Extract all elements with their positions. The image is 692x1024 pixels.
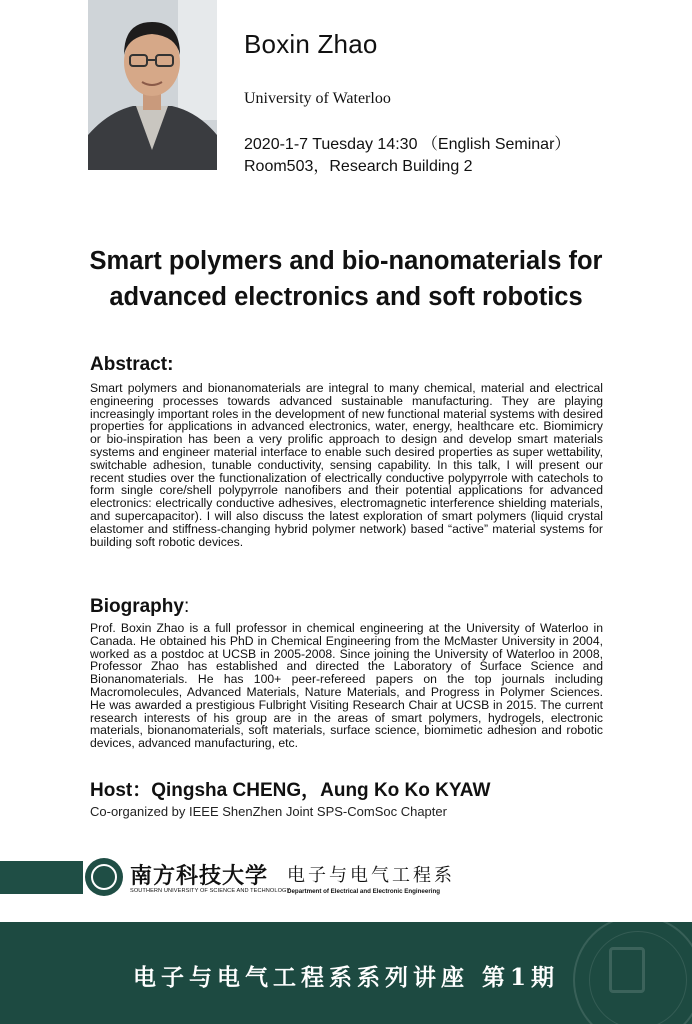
speaker-affiliation: University of Waterloo xyxy=(244,90,391,107)
university-name-en: SOUTHERN UNIVERSITY OF SCIENCE AND TECHNOLOGY xyxy=(130,888,291,894)
speaker-photo xyxy=(88,0,217,170)
abstract-heading: Abstract: xyxy=(90,354,174,375)
university-emblem-icon xyxy=(85,858,123,896)
talk-title-line-1: Smart polymers and bio-nanomaterials for xyxy=(89,247,603,275)
talk-title xyxy=(40,243,652,315)
event-datetime: 2020-1-7 Tuesday 14:30 （English Seminar） xyxy=(244,136,571,153)
university-name-cn: 南方科技大学 xyxy=(130,863,269,889)
biography-text: Prof. Boxin Zhao is a full professor in chemical engineering at the University of Waterloo in Canada. He obtained his PhD in Chemical Engineering from the McMaster University in 2004, worked as a postdoc at UCSB in 2005-2008. Since joining the University of Waterloo in 2008, Professor Zhao has established and directed the Laboratory of Surface Science and Bionanomaterials. He has 100+ peer-refereed papers on the top journals including Macromolecules, Advanced Materials, Nature Materials, and Progress in Polymer Sciences. He was awarded a prestigious Fulbright Visiting Research Chair at UCSB in 2015. The current research interests of his group are in the areas of smart polymers, hydrogels, electronic materials, bionanomaterials, soft materials, surface science, biomimetic adhesion and robotic devices, advanced manufacturing, etc. xyxy=(90,621,603,751)
logo-accent-bar xyxy=(0,861,83,894)
biography-heading-label: Biography xyxy=(90,596,184,617)
speaker-name: Boxin Zhao xyxy=(244,29,378,59)
department-name-en: Department of Electrical and Electronic Engineering xyxy=(287,888,441,895)
host-line: Host：Qingsha CHENG，Aung Ko Ko KYAW xyxy=(90,780,491,801)
biography-heading-colon: : xyxy=(183,596,190,617)
coorganizer-line: Co-organized by IEEE ShenZhen Joint SPS-ComSoc Chapter xyxy=(90,804,447,819)
event-room: Room503，Research Building 2 xyxy=(244,158,473,175)
abstract-text: Smart polymers and bionanomaterials are integral to many chemical, material and electrical engineering processes towards advanced sustainable manufacturing. They are playing increasingly important roles in the development of new functional material systems with desired properties for applications in advanced electronics, water, energy, healthcare etc. Biomimicry or bio-inspiration has been a very prolific approach to design and develop smart materials systems and engineer material interface to enable such desired properties as super wettability, switchable adhesion, tunable conductivity, sensing capability. In this talk, I will present our recent studies over the functionalization of electrically conductive polypyrrole with catechols to form single core/shell polypyrrole nanofibers and their potential applications for advanced electronics: electrically conductive adhesives, electromagnetic interference shielding materials, and supercapacitor). I will also discuss the latest exploration of smart polymers (liquid crystal elastomer and stiffness-changing hybrid polymer network) based “active” material systems for building soft robotic devices. xyxy=(90,381,603,549)
department-name-cn: 电子与电气工程系 xyxy=(287,865,455,885)
footer-banner xyxy=(0,922,692,1024)
lecture-series-title: 电子与电气工程系系列讲座 第1期 xyxy=(132,964,559,991)
talk-title-line-2: advanced electronics and soft robotics xyxy=(109,283,583,311)
biography-heading xyxy=(90,596,189,618)
